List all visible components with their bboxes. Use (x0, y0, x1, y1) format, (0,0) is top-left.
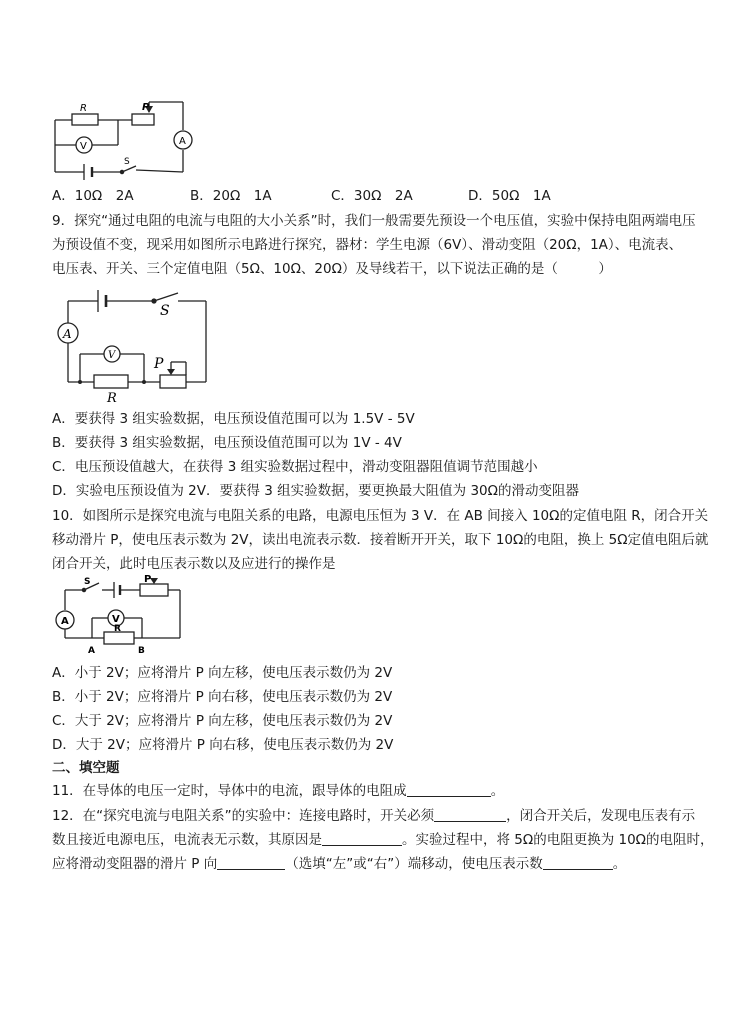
q8-label-s: S (124, 157, 130, 167)
q9-label-s: S (160, 303, 170, 319)
q10-stem-line-2: 移动滑片 P，使电压表示数为 2V，读出电流表示数．接着断开开关，取下 10Ω的电阻，换上 5Ω定值电阻后就 (52, 532, 709, 548)
q9-stem-line-3: 电压表、开关、三个定值电阻（5Ω、10Ω、20Ω）及导线若干，以下说法正确的是（ ） (52, 261, 612, 277)
q12-line-1 (52, 806, 695, 826)
q10-option-c[interactable]: C．大于 2V；应将滑片 P 向左移，使电压表示数仍为 2V (52, 713, 393, 729)
q8-circuit-diagram (52, 98, 197, 180)
q10-label-p: P (144, 574, 152, 585)
q10-option-d[interactable]: D．大于 2V；应将滑片 P 向右移，使电压表示数仍为 2V (52, 737, 394, 753)
q12-text-3b: （选填“左”或“右”）端移动，使电压表示数 (285, 856, 543, 872)
q9-label-r: R (107, 391, 117, 406)
q12-text-1b: ，闭合开关后，发现电压表有示 (506, 808, 696, 824)
q11-text-after: 。 (490, 783, 505, 799)
q9-option-d[interactable]: D．实验电压预设值为 2V．要获得 3 组实验数据，要更换最大阻值为 30Ω的滑动变阻器 (52, 483, 579, 499)
section-title: 二、填空题 (52, 760, 120, 776)
q10-stem-line-3: 闭合开关，此时电压表示数以及应进行的操作是 (52, 556, 336, 572)
q12-blank-2[interactable] (322, 831, 402, 846)
q11-line (52, 781, 504, 801)
q10-label-node-b: B (138, 646, 145, 656)
q9-option-c[interactable]: C．电压预设值越大，在获得 3 组实验数据过程中，滑动变阻器阻值调节范围越小 (52, 459, 538, 475)
q11-text-before: 11．在导体的电压一定时，导体中的电流，跟导体的电阻成 (52, 783, 407, 799)
q10-circuit-diagram (52, 574, 188, 656)
q9-option-a[interactable]: A．要获得 3 组实验数据，电压预设值范围可以为 1.5V - 5V (52, 411, 415, 427)
q8-options (52, 186, 551, 206)
q10-label-v: V (112, 614, 120, 625)
q8-option-d[interactable]: D．50Ω 1A (468, 188, 551, 204)
q12-line-3 (52, 854, 626, 874)
q10-label-node-a: A (88, 646, 95, 656)
q11-blank[interactable] (407, 782, 491, 797)
q10-option-b[interactable]: B．小于 2V；应将滑片 P 向右移，使电压表示数仍为 2V (52, 689, 393, 705)
q10-label-a: A (61, 616, 69, 627)
q10-label-r: R (114, 624, 121, 634)
q9-label-a: A (63, 327, 72, 341)
q8-option-c[interactable]: C．30Ω 2A (331, 188, 413, 204)
q8-option-a[interactable]: A．10Ω 2A (52, 188, 134, 204)
q12-text-1a: 12．在“探究电流与电阻关系”的实验中：连接电路时，开关必须 (52, 808, 435, 824)
q8-label-v: V (80, 141, 87, 152)
q12-blank-1[interactable] (434, 807, 506, 822)
q8-label-a: A (179, 136, 186, 147)
q9-label-v: V (108, 350, 116, 361)
q10-option-a[interactable]: A．小于 2V；应将滑片 P 向左移，使电压表示数仍为 2V (52, 665, 393, 681)
q12-text-3c: 。 (612, 856, 627, 872)
q12-blank-3[interactable] (217, 855, 285, 870)
q12-text-3a: 应将滑动变阻器的滑片 P 向 (52, 856, 218, 872)
q9-circuit-diagram (52, 286, 212, 406)
q10-label-s: S (84, 577, 91, 587)
q10-stem-line-1: 10．如图所示是探究电流与电阻关系的电路，电源电压恒为 3 V．在 AB 间接入 10Ω的定值电阻 R，闭合开关 (52, 508, 709, 524)
q9-stem-line-2: 为预设值不变，现采用如图所示电路进行探究，器材：学生电源（6V）、滑动变阻（20Ω，1A）、电流表、 (52, 237, 683, 253)
q9-label-p: P (154, 356, 164, 372)
q9-stem-line-1: 9．探究“通过电阻的电流与电阻的大小关系”时，我们一般需要先预设一个电压值，实验中保持电阻两端电压 (52, 213, 696, 229)
q12-text-2b: 。实验过程中，将 5Ω的电阻更换为 10Ω的电阻时， (402, 832, 714, 848)
q8-label-p: P (142, 102, 150, 113)
q8-label-r: R (80, 103, 87, 114)
q8-option-b[interactable]: B．20Ω 1A (190, 188, 272, 204)
q12-line-2 (52, 830, 713, 850)
q9-option-b[interactable]: B．要获得 3 组实验数据，电压预设值范围可以为 1V - 4V (52, 435, 402, 451)
q12-text-2a: 数且接近电源电压，电流表无示数，其原因是 (52, 832, 322, 848)
q12-blank-4[interactable] (543, 855, 613, 870)
